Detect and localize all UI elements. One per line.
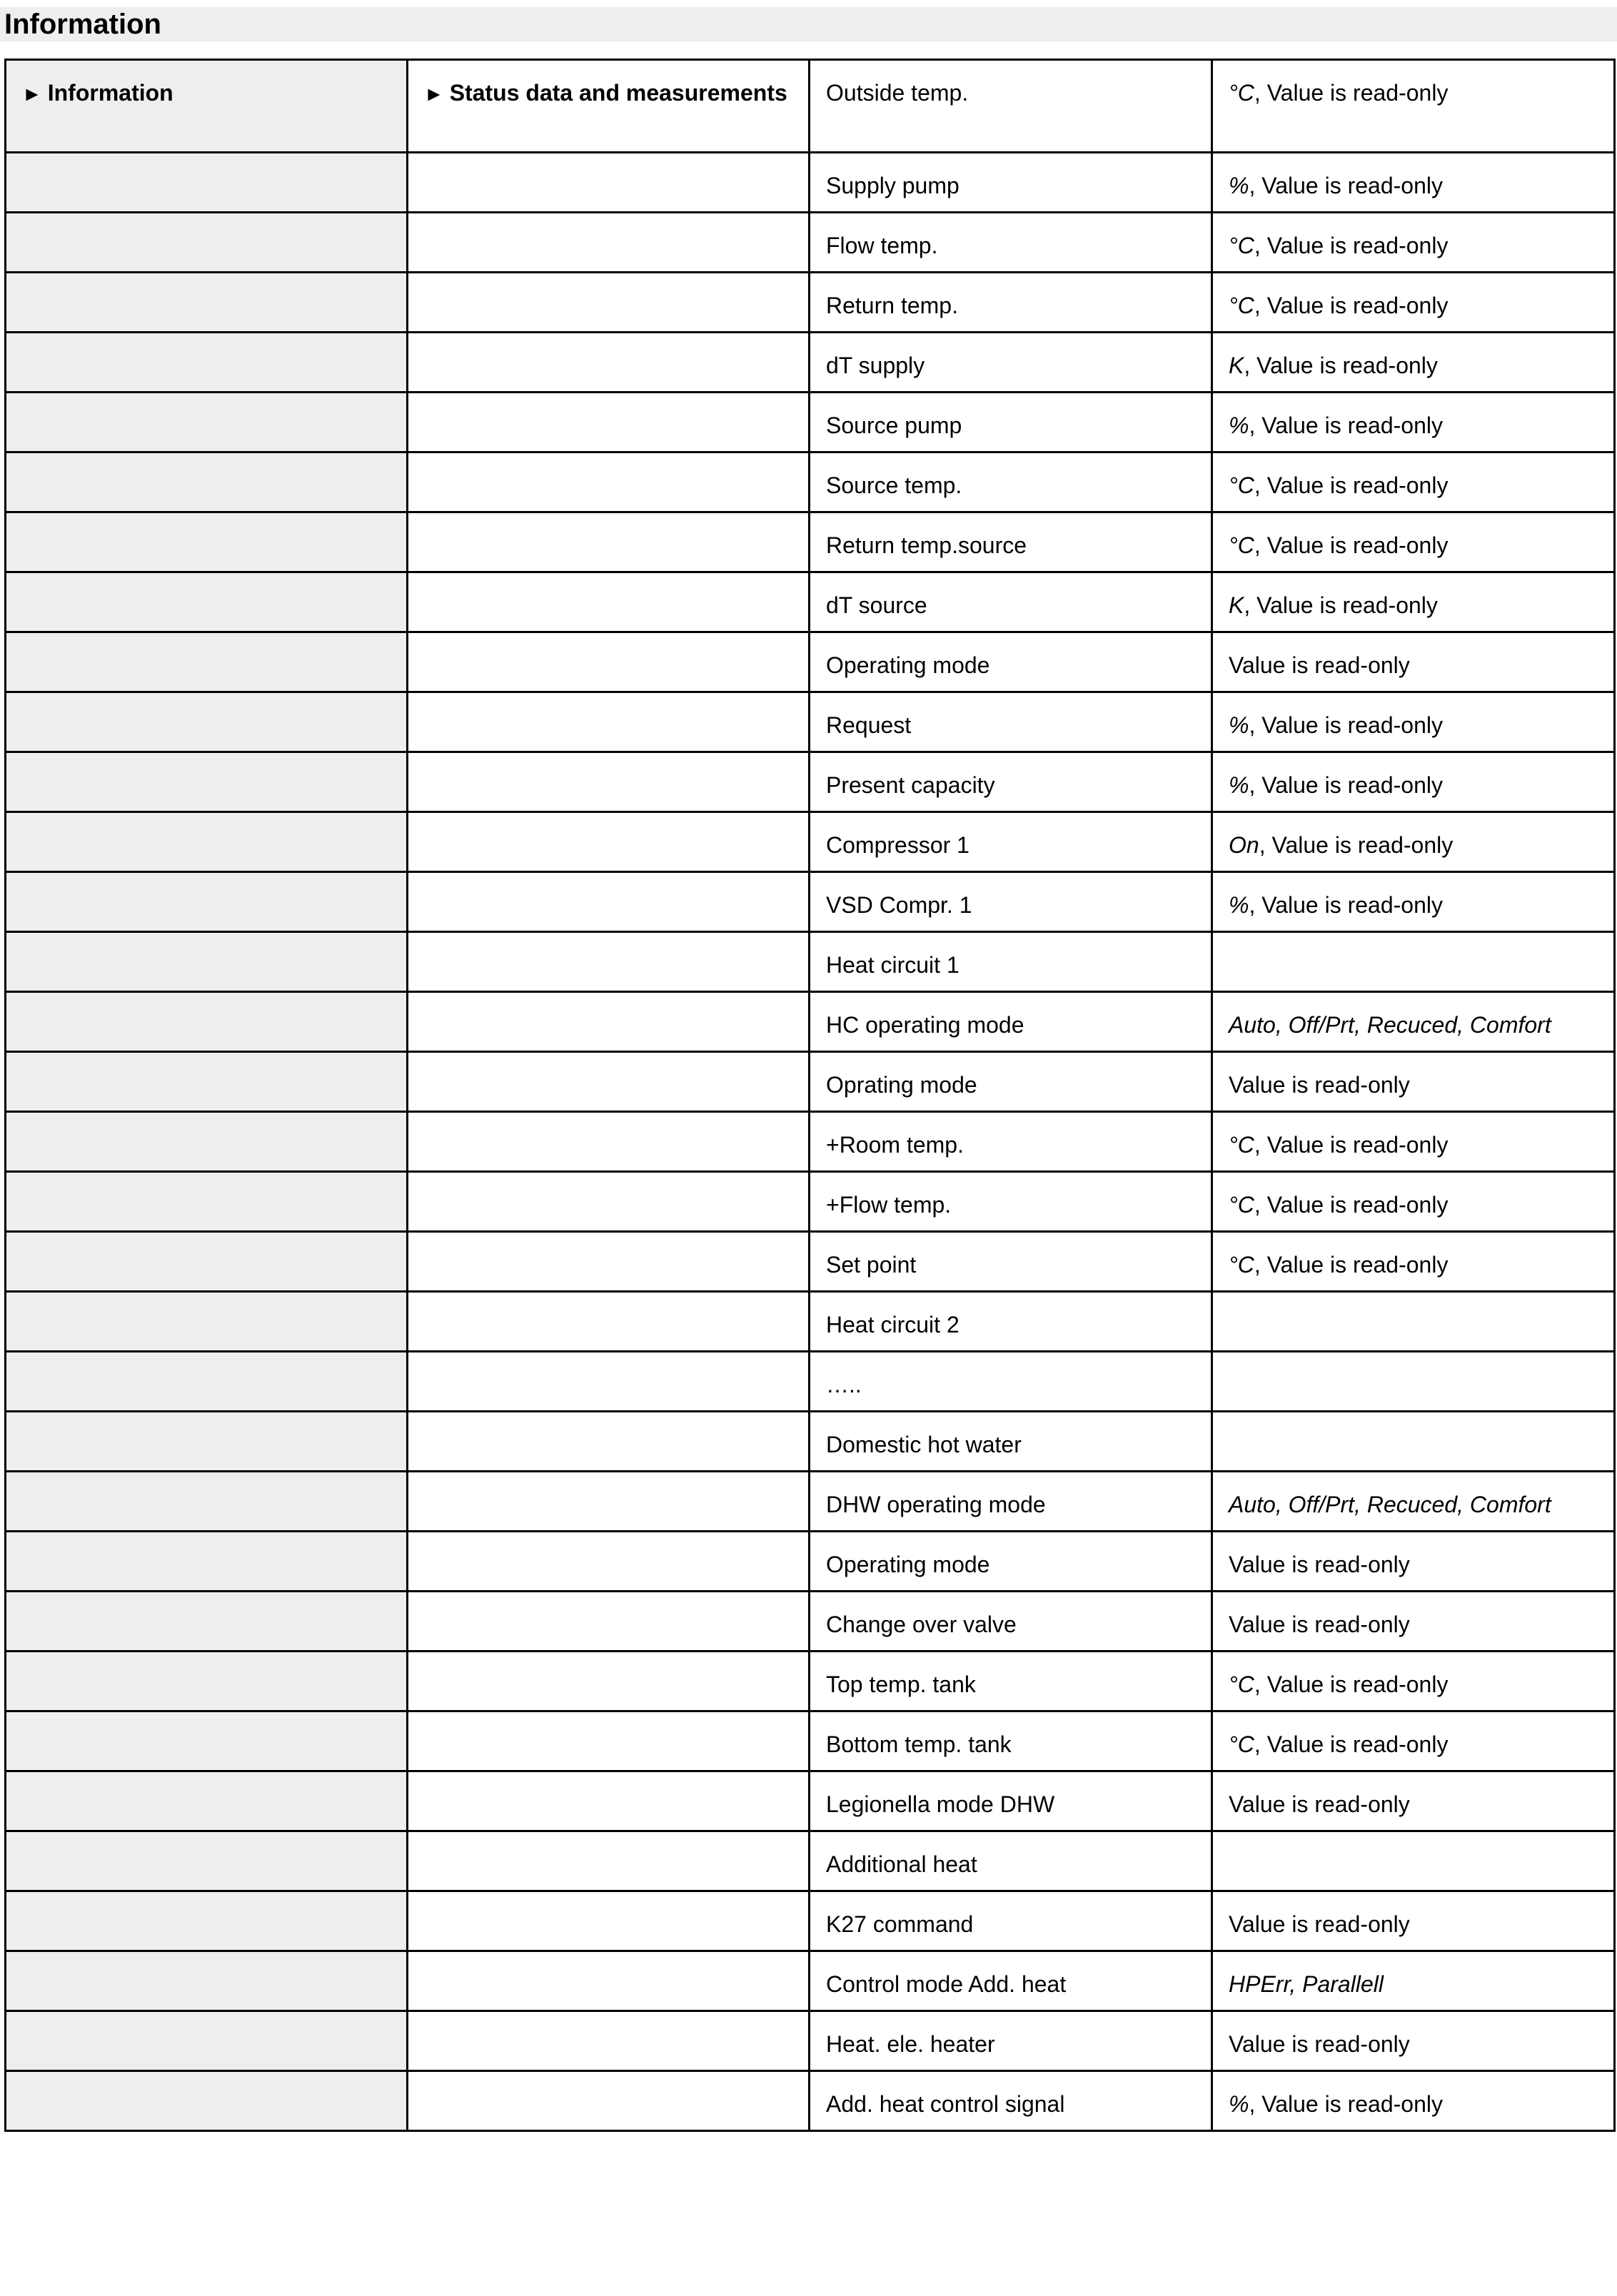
parameter-name-cell — [810, 1771, 1212, 1831]
parameter-name: Compressor 1 — [826, 832, 969, 858]
menu-level1-cell — [6, 1831, 408, 1891]
parameter-value-cell — [1212, 1652, 1615, 1711]
menu-level1-cell — [6, 213, 408, 273]
menu-level1-cell — [6, 1711, 408, 1771]
parameter-value-cell — [1212, 1412, 1615, 1472]
parameter-value-cell — [1212, 1352, 1615, 1412]
table-row — [6, 1052, 1615, 1112]
menu-level2-cell — [408, 1652, 810, 1711]
parameter-name: HC operating mode — [826, 1012, 1024, 1038]
parameter-unit: HPErr, Parallell — [1229, 1971, 1384, 1997]
menu-level1-cell — [6, 872, 408, 932]
parameter-name: Source temp. — [826, 472, 962, 498]
parameter-name-cell — [810, 812, 1212, 872]
table-row — [6, 273, 1615, 333]
menu-level2-cell — [408, 60, 810, 153]
parameter-name: Top temp. tank — [826, 1672, 976, 1697]
menu-level2-cell — [408, 692, 810, 752]
table-row — [6, 1292, 1615, 1352]
table-row — [6, 1412, 1615, 1472]
menu-level2-cell — [408, 1352, 810, 1412]
menu-level1-cell — [6, 512, 408, 572]
menu-level1-cell — [6, 1412, 408, 1472]
menu-level1-cell — [6, 1891, 408, 1951]
parameter-value-cell — [1212, 932, 1615, 992]
parameter-name: Additional heat — [826, 1851, 977, 1877]
menu-level1-cell — [6, 1232, 408, 1292]
parameter-access: Value is read-only — [1229, 1911, 1410, 1937]
menu-level1-cell — [6, 1532, 408, 1592]
menu-level2-cell — [408, 1232, 810, 1292]
parameter-value-cell — [1212, 1532, 1615, 1592]
parameter-unit: °C — [1229, 233, 1254, 258]
parameter-name-cell — [810, 1711, 1212, 1771]
section-header — [0, 7, 1617, 41]
parameter-value-cell — [1212, 393, 1615, 452]
menu-level2-cell — [408, 632, 810, 692]
parameter-name-cell — [810, 1891, 1212, 1951]
menu-level1-cell — [6, 1052, 408, 1112]
page-title: Information — [4, 9, 161, 40]
parameter-unit: °C — [1229, 1672, 1254, 1697]
parameter-value-cell — [1212, 692, 1615, 752]
menu-level1-cell — [6, 1352, 408, 1412]
parameter-value-cell — [1212, 273, 1615, 333]
parameter-access: Value is read-only — [1229, 652, 1410, 678]
parameter-access: , Value is read-only — [1249, 892, 1443, 918]
parameter-unit: °C — [1229, 1252, 1254, 1278]
parameter-table — [4, 59, 1616, 2132]
parameter-access: , Value is read-only — [1254, 1252, 1449, 1278]
parameter-name-cell — [810, 572, 1212, 632]
parameter-name-cell — [810, 1472, 1212, 1532]
parameter-name: ….. — [826, 1372, 862, 1397]
parameter-value-cell — [1212, 992, 1615, 1052]
parameter-access: , Value is read-only — [1249, 173, 1443, 198]
table-row — [6, 1472, 1615, 1532]
table-row — [6, 1592, 1615, 1652]
parameter-name: Request — [826, 712, 912, 738]
table-row — [6, 1232, 1615, 1292]
menu-level2-cell — [408, 1052, 810, 1112]
parameter-access: , Value is read-only — [1254, 233, 1449, 258]
parameter-unit: % — [1229, 712, 1249, 738]
menu-level2-cell — [408, 1951, 810, 2011]
parameter-value-cell — [1212, 333, 1615, 393]
parameter-name: DHW operating mode — [826, 1492, 1046, 1517]
parameter-value-cell — [1212, 872, 1615, 932]
menu-level2-cell — [408, 572, 810, 632]
parameter-name: Bottom temp. tank — [826, 1731, 1012, 1757]
parameter-name-cell — [810, 1172, 1212, 1232]
parameter-name: dT supply — [826, 353, 925, 378]
menu-level1-cell — [6, 333, 408, 393]
parameter-name-cell — [810, 1052, 1212, 1112]
menu-level2-cell — [408, 1771, 810, 1831]
menu-level1-cell — [6, 1292, 408, 1352]
parameter-name: Control mode Add. heat — [826, 1971, 1067, 1997]
parameter-name: Supply pump — [826, 173, 959, 198]
parameter-name: Set point — [826, 1252, 917, 1278]
parameter-access: , Value is read-only — [1244, 592, 1438, 618]
parameter-name-cell — [810, 692, 1212, 752]
table-row — [6, 60, 1615, 153]
menu-level1-cell — [6, 1172, 408, 1232]
triangle-right-icon: ► — [424, 83, 444, 105]
parameter-name-cell — [810, 333, 1212, 393]
menu-level2-cell — [408, 1592, 810, 1652]
parameter-name: Domestic hot water — [826, 1432, 1022, 1457]
parameter-name-cell — [810, 153, 1212, 213]
menu-level1-cell — [6, 2011, 408, 2071]
parameter-name-cell — [810, 932, 1212, 992]
parameter-name: VSD Compr. 1 — [826, 892, 972, 918]
parameter-value-cell — [1212, 2071, 1615, 2131]
parameter-name: Source pump — [826, 413, 962, 438]
parameter-unit: °C — [1229, 1192, 1254, 1218]
parameter-unit: % — [1229, 413, 1249, 438]
parameter-name-cell — [810, 273, 1212, 333]
table-row — [6, 1532, 1615, 1592]
parameter-access: , Value is read-only — [1254, 80, 1449, 106]
parameter-value-cell — [1212, 213, 1615, 273]
parameter-access: Value is read-only — [1229, 1612, 1410, 1637]
parameter-value-cell — [1212, 812, 1615, 872]
menu-level2-cell — [408, 1532, 810, 1592]
parameter-value-cell — [1212, 60, 1615, 153]
table-row — [6, 812, 1615, 872]
parameter-unit: Auto, Off/Prt, Recuced, Comfort — [1229, 1492, 1551, 1517]
parameter-name-cell — [810, 393, 1212, 452]
parameter-access: , Value is read-only — [1259, 832, 1454, 858]
menu-level1-cell — [6, 452, 408, 512]
parameter-name-cell — [810, 1532, 1212, 1592]
menu-level1-cell — [6, 752, 408, 812]
menu-level2-cell — [408, 213, 810, 273]
parameter-access: , Value is read-only — [1249, 712, 1443, 738]
menu-level2-cell — [408, 1831, 810, 1891]
table-row — [6, 1112, 1615, 1172]
menu-level2-cell — [408, 273, 810, 333]
parameter-unit: °C — [1229, 532, 1254, 558]
parameter-name-cell — [810, 452, 1212, 512]
menu-level2-cell — [408, 1412, 810, 1472]
parameter-access: , Value is read-only — [1254, 532, 1449, 558]
menu-level2-cell — [408, 452, 810, 512]
parameter-name: Outside temp. — [826, 80, 969, 106]
menu-level1-cell — [6, 1652, 408, 1711]
parameter-value-cell — [1212, 1472, 1615, 1532]
parameter-name-cell — [810, 1592, 1212, 1652]
table-row — [6, 1771, 1615, 1831]
parameter-value-cell — [1212, 572, 1615, 632]
table-row — [6, 1891, 1615, 1951]
parameter-name-cell — [810, 2071, 1212, 2131]
table-row — [6, 932, 1615, 992]
parameter-value-cell — [1212, 452, 1615, 512]
parameter-name-cell — [810, 1292, 1212, 1352]
parameter-name: Heat circuit 1 — [826, 952, 959, 978]
parameter-unit: On — [1229, 832, 1259, 858]
menu-level2-cell — [408, 2071, 810, 2131]
menu-level1-cell — [6, 393, 408, 452]
menu-level2-cell — [408, 812, 810, 872]
parameter-access: Value is read-only — [1229, 2031, 1410, 2057]
parameter-name: Return temp.source — [826, 532, 1027, 558]
parameter-value-cell — [1212, 512, 1615, 572]
menu-level2-cell — [408, 2011, 810, 2071]
parameter-name: Present capacity — [826, 772, 995, 798]
menu-level1-cell — [6, 632, 408, 692]
menu-level1-cell — [6, 572, 408, 632]
table-row — [6, 872, 1615, 932]
table-row — [6, 1951, 1615, 2011]
table-row — [6, 1831, 1615, 1891]
parameter-name: K27 command — [826, 1911, 974, 1937]
parameter-access: , Value is read-only — [1254, 1132, 1449, 1158]
parameter-name-cell — [810, 1831, 1212, 1891]
parameter-access: , Value is read-only — [1244, 353, 1438, 378]
menu-level1-cell — [6, 1112, 408, 1172]
menu-level2-label: Status data and measurements — [449, 80, 787, 106]
parameter-unit: K — [1229, 353, 1244, 378]
parameter-access: , Value is read-only — [1254, 293, 1449, 318]
menu-level2-cell — [408, 752, 810, 812]
parameter-name-cell — [810, 1112, 1212, 1172]
parameter-value-cell — [1212, 1112, 1615, 1172]
table-row — [6, 2011, 1615, 2071]
parameter-name: Return temp. — [826, 293, 958, 318]
parameter-value-cell — [1212, 2011, 1615, 2071]
parameter-value-cell — [1212, 1891, 1615, 1951]
menu-level2-cell — [408, 1472, 810, 1532]
table-row — [6, 752, 1615, 812]
menu-level2-cell — [408, 1292, 810, 1352]
parameter-value-cell — [1212, 1951, 1615, 2011]
parameter-name-cell — [810, 632, 1212, 692]
table-row — [6, 692, 1615, 752]
parameter-value-cell — [1212, 752, 1615, 812]
parameter-name-cell — [810, 2011, 1212, 2071]
menu-level1-cell — [6, 992, 408, 1052]
parameter-value-cell — [1212, 1592, 1615, 1652]
table-row — [6, 1352, 1615, 1412]
parameter-unit: °C — [1229, 1132, 1254, 1158]
parameter-name-cell — [810, 1652, 1212, 1711]
parameter-name-cell — [810, 992, 1212, 1052]
parameter-value-cell — [1212, 1831, 1615, 1891]
parameter-name-cell — [810, 1951, 1212, 2011]
parameter-value-cell — [1212, 1172, 1615, 1232]
menu-level1-cell — [6, 1472, 408, 1532]
parameter-name: dT source — [826, 592, 927, 618]
parameter-value-cell — [1212, 153, 1615, 213]
parameter-access: , Value is read-only — [1254, 1731, 1449, 1757]
parameter-unit: % — [1229, 2091, 1249, 2117]
parameter-name-cell — [810, 512, 1212, 572]
menu-level1-cell — [6, 2071, 408, 2131]
parameter-value-cell — [1212, 1711, 1615, 1771]
menu-level1-cell — [6, 1951, 408, 2011]
parameter-unit: % — [1229, 772, 1249, 798]
parameter-name: +Room temp. — [826, 1132, 964, 1158]
table-row — [6, 1652, 1615, 1711]
parameter-name-cell — [810, 1352, 1212, 1412]
menu-level2-cell — [408, 1172, 810, 1232]
table-row — [6, 512, 1615, 572]
parameter-name: Add. heat control signal — [826, 2091, 1065, 2117]
parameter-name-cell — [810, 872, 1212, 932]
parameter-unit: % — [1229, 892, 1249, 918]
menu-level2-cell — [408, 153, 810, 213]
parameter-value-cell — [1212, 1232, 1615, 1292]
menu-level2-cell — [408, 512, 810, 572]
table-row — [6, 1172, 1615, 1232]
parameter-unit: K — [1229, 592, 1244, 618]
table-row — [6, 213, 1615, 273]
parameter-name: Legionella mode DHW — [826, 1791, 1055, 1817]
menu-level1-cell — [6, 60, 408, 153]
parameter-access: , Value is read-only — [1249, 772, 1443, 798]
parameter-access: , Value is read-only — [1249, 413, 1443, 438]
table-row — [6, 333, 1615, 393]
menu-level1-cell — [6, 692, 408, 752]
table-row — [6, 393, 1615, 452]
menu-level1-cell — [6, 153, 408, 213]
menu-level2-cell — [408, 1711, 810, 1771]
table-row — [6, 153, 1615, 213]
table-row — [6, 632, 1615, 692]
menu-level1-label: Information — [47, 80, 173, 106]
menu-level2-cell — [408, 1891, 810, 1951]
table-row — [6, 572, 1615, 632]
parameter-table-body — [6, 60, 1615, 2131]
table-row — [6, 2071, 1615, 2131]
parameter-unit: °C — [1229, 1731, 1254, 1757]
parameter-name: Heat. ele. heater — [826, 2031, 995, 2057]
parameter-unit: °C — [1229, 472, 1254, 498]
parameter-unit: % — [1229, 173, 1249, 198]
parameter-access: , Value is read-only — [1254, 1672, 1449, 1697]
menu-level2-cell — [408, 992, 810, 1052]
parameter-unit: °C — [1229, 80, 1254, 106]
parameter-value-cell — [1212, 1052, 1615, 1112]
menu-level2-cell — [408, 872, 810, 932]
parameter-name: Oprating mode — [826, 1072, 977, 1098]
parameter-name-cell — [810, 1232, 1212, 1292]
parameter-access: , Value is read-only — [1254, 472, 1449, 498]
parameter-access: Value is read-only — [1229, 1791, 1410, 1817]
parameter-name: Change over valve — [826, 1612, 1017, 1637]
parameter-name-cell — [810, 213, 1212, 273]
parameter-name-cell — [810, 60, 1212, 153]
parameter-access: Value is read-only — [1229, 1552, 1410, 1577]
table-row — [6, 1711, 1615, 1771]
table-row — [6, 452, 1615, 512]
parameter-name-cell — [810, 1412, 1212, 1472]
menu-level1-cell — [6, 273, 408, 333]
parameter-unit: Auto, Off/Prt, Recuced, Comfort — [1229, 1012, 1551, 1038]
parameter-name: Operating mode — [826, 1552, 990, 1577]
parameter-name-cell — [810, 752, 1212, 812]
parameter-value-cell — [1212, 1292, 1615, 1352]
menu-level1-cell — [6, 1592, 408, 1652]
parameter-value-cell — [1212, 632, 1615, 692]
menu-level2-cell — [408, 393, 810, 452]
triangle-right-icon: ► — [22, 83, 42, 105]
parameter-value-cell — [1212, 1771, 1615, 1831]
menu-level1-cell — [6, 812, 408, 872]
parameter-name: Heat circuit 2 — [826, 1312, 959, 1337]
parameter-name: +Flow temp. — [826, 1192, 952, 1218]
parameter-name: Flow temp. — [826, 233, 938, 258]
parameter-access: , Value is read-only — [1249, 2091, 1443, 2117]
parameter-name: Operating mode — [826, 652, 990, 678]
menu-level1-cell — [6, 1771, 408, 1831]
parameter-access: Value is read-only — [1229, 1072, 1410, 1098]
menu-level2-cell — [408, 932, 810, 992]
menu-level2-cell — [408, 333, 810, 393]
table-row — [6, 992, 1615, 1052]
parameter-unit: °C — [1229, 293, 1254, 318]
parameter-access: , Value is read-only — [1254, 1192, 1449, 1218]
menu-level1-cell — [6, 932, 408, 992]
menu-level2-cell — [408, 1112, 810, 1172]
